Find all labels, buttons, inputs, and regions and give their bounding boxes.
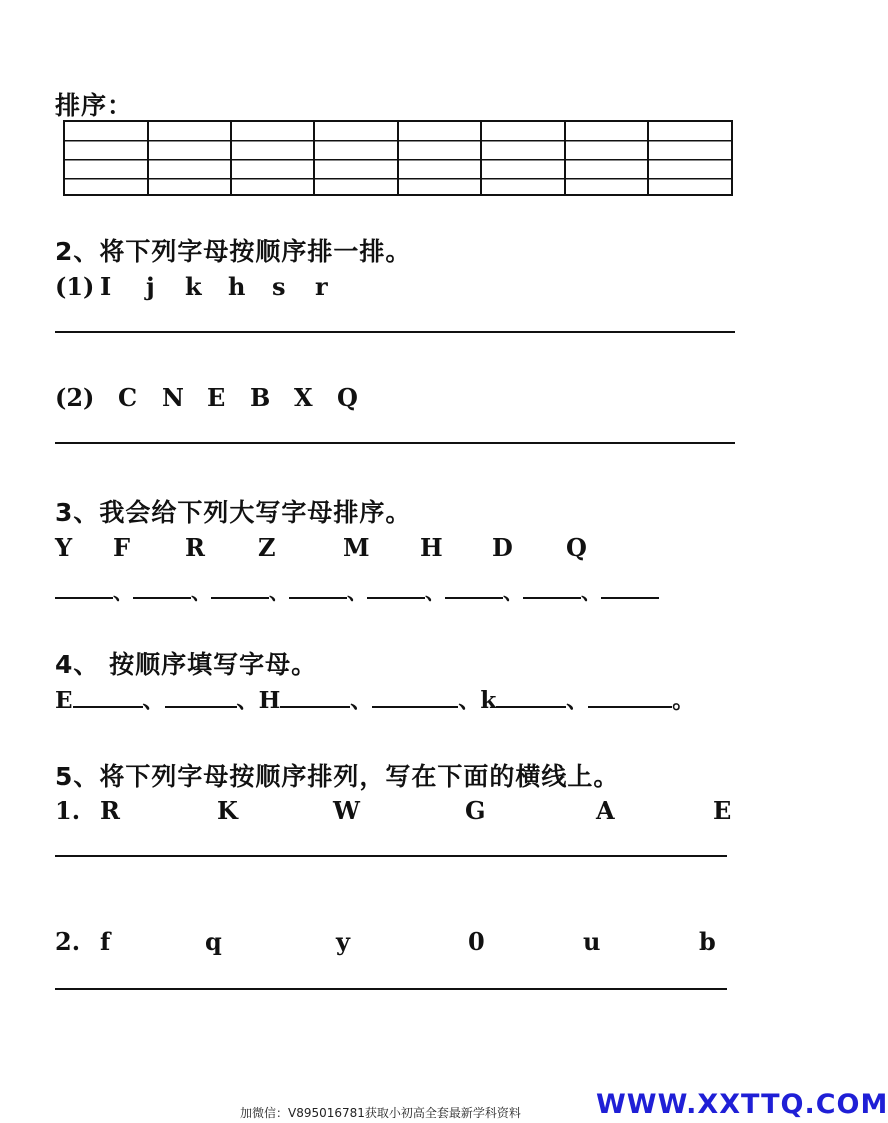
letter: B [250,383,271,412]
letter: E [207,383,226,412]
letter: W [333,796,360,825]
blank[interactable] [165,686,237,708]
sort-label: 排序： [55,91,134,120]
q5-row1-label: 1. [55,796,81,825]
end-mark: 。 [672,689,695,714]
q5-title: 5、将下列字母按顺序排列，写在下面的横线上。 [55,762,620,791]
separator: 、 [566,689,589,714]
letter: X [294,383,313,412]
answer-line-q5-1[interactable] [55,855,727,857]
separator: 、 [503,580,523,604]
letter: M [343,533,370,562]
letter: f [100,927,111,956]
grid-column-divider [397,122,399,194]
answer-line-q5-2[interactable] [55,988,727,990]
separator: 、 [142,689,165,714]
blank[interactable] [280,686,350,708]
blank[interactable] [588,686,672,708]
letter: E [713,796,732,825]
footer-note: 加微信：V895016781获取小初高全套最新学科资料 [240,1106,521,1120]
answer-line-q2-1[interactable] [55,331,735,333]
q5-row2-label: 2. [55,927,81,956]
q3-blanks [55,576,659,605]
prompt-letter: E [55,687,73,714]
blank[interactable] [445,577,503,599]
separator: 、 [269,580,289,604]
letter: k [185,272,202,301]
separator: 、 [458,689,481,714]
letter: Q [337,383,358,412]
prompt-letter: k [480,687,497,714]
separator: 、 [113,580,133,604]
q2-part2-label: (2) [55,383,95,412]
blank[interactable] [289,577,347,599]
letter: j [146,272,155,301]
q4-fill-row [55,684,694,715]
letter: h [228,272,246,301]
blank[interactable] [55,577,113,599]
four-line-grid [63,120,733,196]
letter: G [465,796,486,825]
q2-title: 2、将下列字母按顺序排一排。 [55,237,412,266]
grid-column-divider [480,122,482,194]
letter: y [336,927,350,956]
prompt-letter: H [258,687,281,714]
letter: b [699,927,716,956]
site-watermark[interactable]: WWW.XXTTQ.COM [596,1089,888,1120]
q3-title: 3、我会给下列大写字母排序。 [55,498,412,527]
letter: R [185,533,205,562]
letter: I [100,272,112,301]
q2-part1-label: (1) [55,272,95,301]
blank[interactable] [211,577,269,599]
letter: D [492,533,513,562]
separator: 、 [347,580,367,604]
letter: C [118,383,138,412]
letter: K [217,796,238,825]
blank[interactable] [73,686,143,708]
letter: Y [55,533,73,562]
q4-title: 4、 按顺序填写字母。 [55,650,318,679]
letter: F [113,533,131,562]
letter: s [272,272,286,301]
separator: 、 [191,580,211,604]
grid-column-divider [647,122,649,194]
letter: H [420,533,443,562]
grid-column-divider [230,122,232,194]
grid-column-divider [313,122,315,194]
grid-column-divider [147,122,149,194]
blank[interactable] [601,577,659,599]
grid-column-divider [564,122,566,194]
separator: 、 [425,580,445,604]
letter: 0 [468,927,485,956]
separator: 、 [236,689,259,714]
letter: A [596,796,615,825]
letter: R [100,796,120,825]
letter: Z [258,533,276,562]
letter: q [205,927,222,956]
letter: u [583,927,601,956]
letter: r [315,272,328,301]
blank[interactable] [523,577,581,599]
blank[interactable] [372,686,458,708]
answer-line-q2-2[interactable] [55,442,735,444]
letter: Q [566,533,587,562]
blank[interactable] [496,686,566,708]
blank[interactable] [367,577,425,599]
separator: 、 [581,580,601,604]
separator: 、 [350,689,373,714]
letter: N [162,383,184,412]
blank[interactable] [133,577,191,599]
